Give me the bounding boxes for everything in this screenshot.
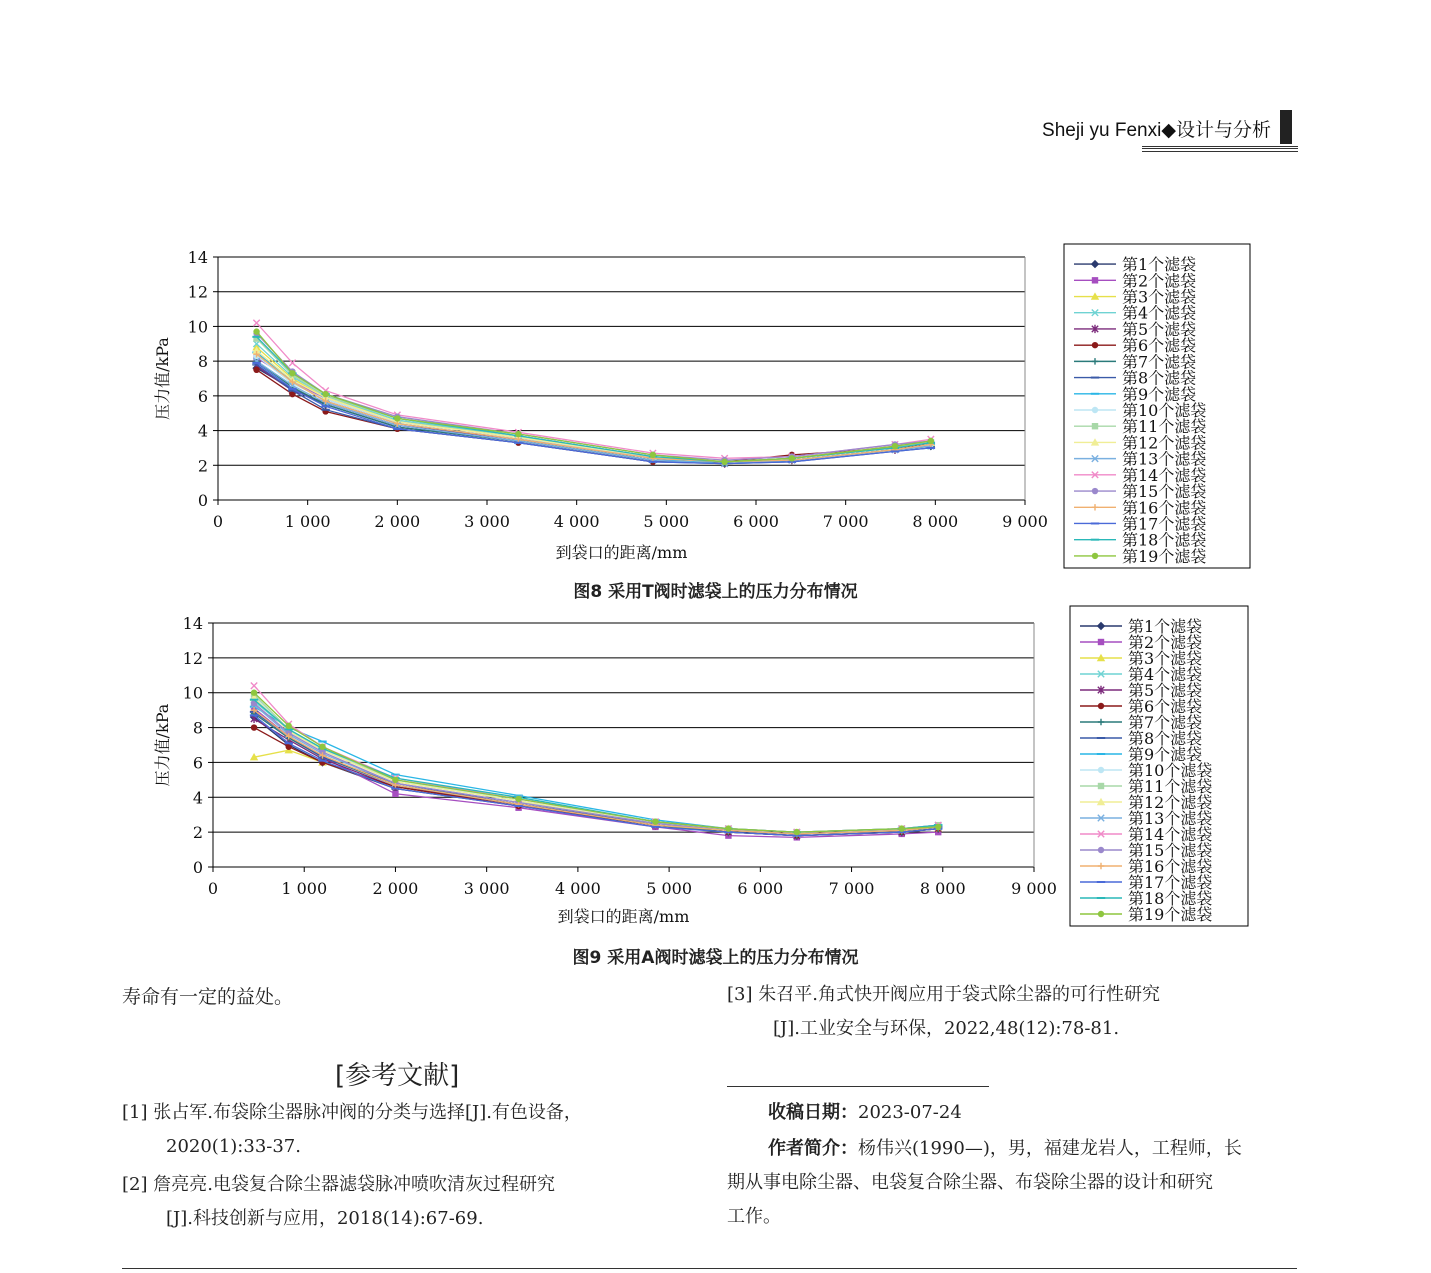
legend-label: 第3个滤袋 bbox=[1128, 649, 1203, 668]
legend-marker bbox=[1098, 847, 1104, 853]
data-point bbox=[935, 824, 941, 830]
legend-label: 第6个滤袋 bbox=[1128, 697, 1203, 716]
legend-label: 第16个滤袋 bbox=[1122, 498, 1207, 518]
data-point bbox=[321, 405, 329, 407]
data-point bbox=[794, 829, 800, 835]
data-point bbox=[251, 724, 257, 730]
legend-label: 第3个滤袋 bbox=[1122, 287, 1197, 307]
reference-2 bbox=[122, 1168, 555, 1236]
reference-text: 张占军.布袋除尘器脉冲阀的分类与选择[J].有色设备， bbox=[153, 1102, 582, 1123]
data-point bbox=[285, 742, 293, 744]
data-point bbox=[318, 741, 326, 743]
received-date bbox=[768, 1096, 962, 1130]
data-point bbox=[251, 683, 257, 689]
y-axis-label: 压力值/kPa bbox=[153, 337, 172, 420]
data-point bbox=[891, 450, 899, 452]
legend-label: 第9个滤袋 bbox=[1122, 384, 1197, 404]
legend-label: 第18个滤袋 bbox=[1128, 889, 1213, 908]
data-point bbox=[392, 777, 398, 783]
data-point bbox=[651, 826, 659, 828]
legend-marker bbox=[1098, 639, 1104, 645]
y-tick-label: 8 bbox=[192, 718, 203, 738]
data-point bbox=[253, 320, 259, 326]
series-6 bbox=[251, 724, 942, 838]
data-point bbox=[899, 825, 905, 831]
series-line bbox=[254, 728, 938, 836]
y-tick-label: 2 bbox=[192, 823, 203, 843]
figure-8-chart bbox=[0, 230, 1431, 575]
data-point bbox=[652, 818, 658, 824]
x-tick-label: 7 000 bbox=[822, 512, 869, 531]
legend-marker bbox=[1091, 522, 1099, 524]
data-point bbox=[515, 431, 521, 437]
header-latin: Sheji yu Fenxi bbox=[1042, 120, 1162, 141]
author-bio-line: 工作。 bbox=[727, 1206, 781, 1227]
figure-9-caption: 图9 采用A阀时滤袋上的压力分布情况 bbox=[572, 948, 859, 968]
data-point bbox=[514, 442, 522, 444]
x-tick-label: 9 000 bbox=[1011, 879, 1057, 898]
legend-label: 第1个滤袋 bbox=[1122, 255, 1197, 275]
legend-marker bbox=[1097, 897, 1105, 899]
y-tick-label: 10 bbox=[182, 683, 203, 703]
legend-label: 第11个滤袋 bbox=[1128, 777, 1213, 796]
legend-label: 第8个滤袋 bbox=[1128, 729, 1203, 748]
legend-marker bbox=[1098, 767, 1104, 773]
series-1 bbox=[250, 713, 943, 840]
legend-marker bbox=[1097, 753, 1105, 755]
data-point bbox=[394, 415, 400, 421]
data-point bbox=[286, 723, 292, 729]
data-point bbox=[927, 447, 935, 449]
data-point bbox=[892, 443, 898, 449]
series-5 bbox=[251, 715, 942, 840]
legend-label: 第1个滤袋 bbox=[1128, 617, 1203, 636]
legend-marker bbox=[1092, 553, 1098, 559]
legend-label: 第16个滤袋 bbox=[1128, 857, 1213, 876]
data-point bbox=[319, 744, 325, 750]
reference-number: [3] bbox=[727, 984, 753, 1005]
data-point bbox=[289, 360, 295, 366]
data-point bbox=[650, 452, 656, 458]
series-line bbox=[257, 323, 931, 458]
legend-marker bbox=[1097, 881, 1105, 883]
legend-label: 第13个滤袋 bbox=[1122, 449, 1207, 469]
legend-label: 第19个滤袋 bbox=[1122, 546, 1207, 566]
y-tick-label: 14 bbox=[187, 248, 208, 267]
page-bottom-rule bbox=[122, 1268, 1297, 1269]
x-axis-label: 到袋口的距离/mm bbox=[557, 907, 690, 926]
series-17 bbox=[250, 714, 943, 836]
legend-marker bbox=[1098, 703, 1104, 709]
body-text-line: 寿命有一定的益处。 bbox=[122, 986, 294, 1008]
legend-label: 第14个滤袋 bbox=[1128, 825, 1213, 844]
figure-8-caption: 图8 采用T阀时滤袋上的压力分布情况 bbox=[573, 582, 858, 602]
x-tick-label: 1 000 bbox=[284, 512, 331, 531]
x-tick-label: 9 000 bbox=[1002, 512, 1048, 531]
y-tick-label: 6 bbox=[192, 753, 203, 773]
x-tick-label: 2 000 bbox=[374, 512, 421, 531]
author-bio-line: 期从事电除尘器、电袋复合除尘器、布袋除尘器的设计和研究 bbox=[727, 1172, 1213, 1193]
data-point bbox=[251, 690, 257, 696]
running-header bbox=[1042, 115, 1271, 148]
data-point bbox=[515, 796, 521, 802]
references-heading: [参考文献] bbox=[335, 1061, 460, 1091]
legend-label: 第8个滤袋 bbox=[1122, 368, 1197, 388]
x-tick-label: 5 000 bbox=[646, 879, 693, 898]
author-bio-line: 杨伟兴(1990—)，男，福建龙岩人，工程师，长 bbox=[858, 1138, 1242, 1159]
series-line bbox=[257, 332, 931, 462]
legend-marker bbox=[1092, 342, 1098, 348]
data-point bbox=[318, 760, 326, 762]
reference-number: [1] bbox=[122, 1102, 148, 1123]
legend-label: 第17个滤袋 bbox=[1122, 514, 1207, 534]
x-tick-label: 7 000 bbox=[828, 879, 875, 898]
x-tick-label: 4 000 bbox=[554, 879, 601, 898]
y-tick-label: 6 bbox=[197, 386, 208, 406]
legend-marker bbox=[1098, 783, 1104, 789]
header-bar-decoration bbox=[1280, 110, 1292, 144]
reference-text: 詹亮亮.电袋复合除尘器滤袋脉冲喷吹清灰过程研究 bbox=[153, 1174, 555, 1195]
received-label: 收稿日期： bbox=[768, 1102, 858, 1123]
reference-3 bbox=[727, 978, 1160, 1046]
data-point bbox=[789, 455, 795, 461]
legend-label: 第15个滤袋 bbox=[1122, 482, 1207, 502]
legend-marker bbox=[1091, 377, 1099, 379]
data-point bbox=[250, 699, 258, 701]
y-tick-label: 12 bbox=[182, 648, 203, 668]
legend-marker bbox=[1091, 393, 1099, 395]
legend-label: 第4个滤袋 bbox=[1122, 303, 1197, 323]
y-tick-label: 14 bbox=[182, 614, 203, 633]
x-tick-label: 1 000 bbox=[281, 879, 328, 898]
legend-label: 第7个滤袋 bbox=[1128, 713, 1203, 732]
data-point bbox=[721, 459, 727, 465]
legend-label: 第2个滤袋 bbox=[1122, 271, 1197, 291]
header-rule bbox=[1142, 146, 1298, 152]
legend-label: 第10个滤袋 bbox=[1128, 761, 1213, 780]
x-tick-label: 3 000 bbox=[463, 879, 510, 898]
data-point bbox=[392, 791, 398, 797]
footnote-rule bbox=[727, 1086, 989, 1087]
data-point bbox=[928, 438, 934, 444]
author-bio bbox=[727, 1132, 1297, 1234]
header-section-title: 设计与分析 bbox=[1175, 119, 1271, 141]
data-point bbox=[289, 370, 295, 376]
legend-label: 第14个滤袋 bbox=[1122, 465, 1207, 485]
legend-label: 第17个滤袋 bbox=[1128, 873, 1213, 892]
legend-label: 第4个滤袋 bbox=[1128, 665, 1203, 684]
series-14 bbox=[253, 320, 934, 462]
y-tick-label: 4 bbox=[197, 421, 208, 441]
legend-label: 第12个滤袋 bbox=[1128, 793, 1213, 812]
x-tick-label: 6 000 bbox=[733, 512, 779, 531]
data-point bbox=[514, 805, 522, 807]
received-value: 2023-07-24 bbox=[858, 1102, 962, 1123]
y-tick-label: 2 bbox=[197, 456, 208, 476]
legend-label: 第15个滤袋 bbox=[1128, 841, 1213, 860]
legend-label: 第6个滤袋 bbox=[1122, 336, 1197, 356]
data-point bbox=[250, 714, 258, 716]
y-axis-label: 压力值/kPa bbox=[153, 703, 172, 787]
data-point bbox=[252, 362, 260, 364]
x-tick-label: 0 bbox=[207, 879, 219, 898]
y-tick-label: 10 bbox=[187, 317, 208, 337]
x-tick-label: 8 000 bbox=[919, 879, 966, 898]
series-line bbox=[254, 703, 938, 834]
x-tick-label: 8 000 bbox=[912, 512, 959, 531]
legend-marker bbox=[1091, 539, 1099, 541]
x-tick-label: 5 000 bbox=[643, 512, 690, 531]
data-point bbox=[391, 788, 399, 790]
legend-marker bbox=[1092, 423, 1098, 429]
data-point bbox=[393, 428, 401, 430]
reference-number: [2] bbox=[122, 1174, 148, 1195]
legend-label: 第9个滤袋 bbox=[1128, 745, 1203, 764]
y-tick-label: 12 bbox=[187, 282, 208, 302]
reference-text-cont: 2020(1):33-37. bbox=[166, 1136, 301, 1157]
data-point bbox=[321, 409, 329, 411]
legend-label: 第19个滤袋 bbox=[1128, 905, 1213, 924]
figure-9-chart bbox=[0, 600, 1431, 935]
x-tick-label: 6 000 bbox=[737, 879, 784, 898]
legend-label: 第10个滤袋 bbox=[1122, 401, 1207, 420]
y-tick-label: 8 bbox=[197, 352, 208, 372]
x-tick-label: 2 000 bbox=[372, 879, 419, 898]
data-point bbox=[253, 367, 259, 373]
x-tick-label: 4 000 bbox=[553, 512, 600, 531]
legend-label: 第12个滤袋 bbox=[1122, 433, 1207, 453]
y-tick-label: 4 bbox=[192, 788, 203, 808]
reference-text-cont: [J].工业安全与环保，2022,48(12):78-81. bbox=[773, 1018, 1120, 1039]
x-tick-label: 0 bbox=[212, 512, 224, 531]
author-label: 作者简介： bbox=[768, 1138, 858, 1159]
data-point bbox=[649, 461, 657, 463]
legend-marker bbox=[1097, 737, 1105, 739]
data-point bbox=[725, 825, 731, 831]
series-line bbox=[254, 686, 938, 832]
legend-marker bbox=[1092, 407, 1098, 413]
data-point bbox=[253, 328, 259, 334]
legend-label: 第5个滤袋 bbox=[1128, 681, 1203, 700]
legend-label: 第11个滤袋 bbox=[1122, 417, 1207, 437]
data-point bbox=[288, 388, 296, 390]
reference-text-cont: [J].科技创新与应用，2018(14):67-69. bbox=[166, 1208, 484, 1229]
series-line bbox=[254, 715, 938, 835]
legend-label: 第7个滤袋 bbox=[1122, 352, 1197, 372]
legend-marker bbox=[1098, 911, 1104, 917]
legend-label: 第13个滤袋 bbox=[1128, 809, 1213, 828]
legend-marker bbox=[1092, 488, 1098, 494]
series-line bbox=[257, 337, 931, 462]
x-tick-label: 3 000 bbox=[464, 512, 510, 531]
reference-text: 朱召平.角式快开阀应用于袋式除尘器的可行性研究 bbox=[758, 984, 1160, 1005]
series-line bbox=[257, 333, 931, 460]
reference-1 bbox=[122, 1096, 582, 1164]
legend-marker bbox=[1092, 277, 1098, 283]
legend-label: 第2个滤袋 bbox=[1128, 633, 1203, 652]
x-axis-label: 到袋口的距离/mm bbox=[555, 543, 688, 562]
legend-label: 第18个滤袋 bbox=[1122, 530, 1207, 550]
data-point bbox=[322, 391, 328, 397]
diamond-icon: ◆ bbox=[1161, 120, 1176, 141]
y-tick-label: 0 bbox=[197, 491, 208, 510]
y-tick-label: 0 bbox=[192, 858, 203, 877]
legend-label: 第5个滤袋 bbox=[1122, 319, 1197, 339]
data-point bbox=[252, 336, 260, 338]
series-7 bbox=[251, 710, 942, 838]
